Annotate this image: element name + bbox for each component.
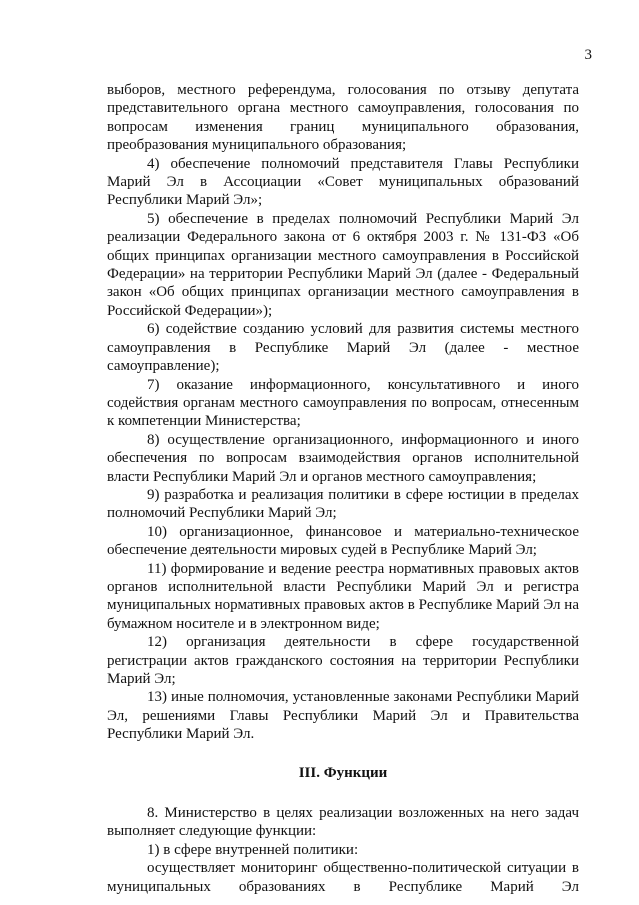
list-item: 6) содействие созданию условий для развития системы местного самоуправления в Республике Марий Эл (далее - местное самоуправление); <box>107 321 579 375</box>
list-item: 5) обеспечение в пределах полномочий Республики Марий Эл реализации Федерального закона от 6 октября 2003 г. № 131-ФЗ «Об общих принципах организации местного самоуправления в Российской Федерации» на территории Республики Марий Эл (далее - Федеральный закон «Об общих принципах организации местного самоуправления в Российской Федерации»); <box>107 210 579 319</box>
paragraph: 8. Министерство в целях реализации возложенных на него задач выполняет следующие функции: <box>107 805 579 840</box>
paragraph: выборов, местного референдума, голосования по отзыву депутата представительного органа местного самоуправления, голосования по вопросам изменения границ муниципального образования, преобразования муниципального образования; <box>107 82 579 154</box>
list-item: 7) оказание информационного, консультативного и иного содействия органам местного самоуправления по вопросам, отнесенным к компетенции Министерства; <box>107 376 579 430</box>
list-item: 4) обеспечение полномочий представителя Главы Республики Марий Эл в Ассоциации «Совет муниципальных образований Республики Марий Эл»; <box>107 155 579 209</box>
body-text <box>107 81 579 896</box>
list-item: 10) организационное, финансовое и материально-техническое обеспечение деятельности мировых судей в Республике Марий Эл; <box>107 523 579 559</box>
list-item: 12) организация деятельности в сфере государственной регистрации актов гражданского состояния на территории Республики Марий Эл; <box>107 634 579 687</box>
page-number: 3 <box>584 47 592 63</box>
list-item: 13) иные полномочия, установленные законами Республики Марий Эл, решениями Главы Республики Марий Эл и Правительства Республики Марий Эл. <box>107 689 579 743</box>
paragraph: осуществляет мониторинг общественно-политической ситуации в муниципальных образованиях в Республике Марий Эл <box>107 860 579 895</box>
list-item: 9) разработка и реализация политики в сфере юстиции в пределах полномочий Республики Марий Эл; <box>107 486 579 522</box>
list-item: 8) осуществление организационного, информационного и иного обеспечения по вопросам взаимодействия органов исполнительной власти Республики Марий Эл и органов местного самоуправления; <box>107 431 579 485</box>
list-item: 1) в сфере внутренней политики: <box>147 841 359 858</box>
list-item: 11) формирование и ведение реестра нормативных правовых актов органов исполнительной власти Республики Марий Эл и регистра муниципальных нормативных правовых актов в Республике Марий Эл на бумажном носителе и в электронном виде; <box>107 560 579 632</box>
section-heading: III. Функции <box>298 764 388 781</box>
